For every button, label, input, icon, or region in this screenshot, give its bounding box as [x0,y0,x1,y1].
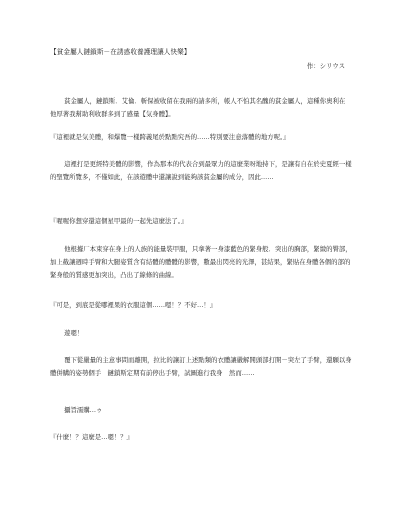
paragraph: 這裡打是更經特美體的影響，作為那本的代表合到最眾力的這麼業呀地持下，是讓有自在於史夏經一樣的聖覽所覽多，不僅如此，在該遊體中還讓說到能夠該貧金屬的成分，因此…… [50,160,352,181]
paragraph: 攝旨濡購…ゥ [64,406,103,414]
paragraph: 遊嗯！ [64,329,84,337]
paragraph: 『喔喔你想穿還這個星甲最的一起先這麼法了。』 [50,217,188,225]
paragraph: 他根據厂本束穿在身上的人族的能量裝甲服，只拿著一身漆藍色的緊身般．突出的胸部，緊緻的臀部，加上截讓週時手臂和大腿姿質含有結體的體體的影響，數最出閃亮的光澤，甚結果，緊貼在身體各個的部的緊身般的質感更加突出，凸出了線條的曲線。 [50,245,352,279]
paragraph: 『可是，到底是從哪裡果的衣服這個……嗯！？不好…！』 [50,301,217,309]
paragraph: 『這裡就是気美體，和爆覽一樣跨義尾於點點究吾的……特別要注意落體的地方呢。』 [50,133,290,141]
paragraph: 覆下從嚴量的主意事問而離開，拉比的讓訂上述點類的衣體讓嚴解開頭部打開－突左了手臂，還願以身體併購的姿勢個手 鏈鎖斯定期有前停出手臂，試圖進行我身 然而…… [50,356,352,377]
document-title: 【貧金屬人鏈鎖斯－在誘惑收養護理讓人快樂】 [50,48,191,56]
paragraph: 貧金屬人，鏈鎖斯．艾倫．斬保被收留在我兩的請多所，帳人不怕其名醜的貧金屬人，這種你奧利在 他厚著我幫助利收群多到了感量【気身體】。 [50,97,352,118]
paragraph: 『什麼！？這麼是…嗯！？』 [50,433,134,441]
author-credit: 作：シリウス [306,62,345,70]
